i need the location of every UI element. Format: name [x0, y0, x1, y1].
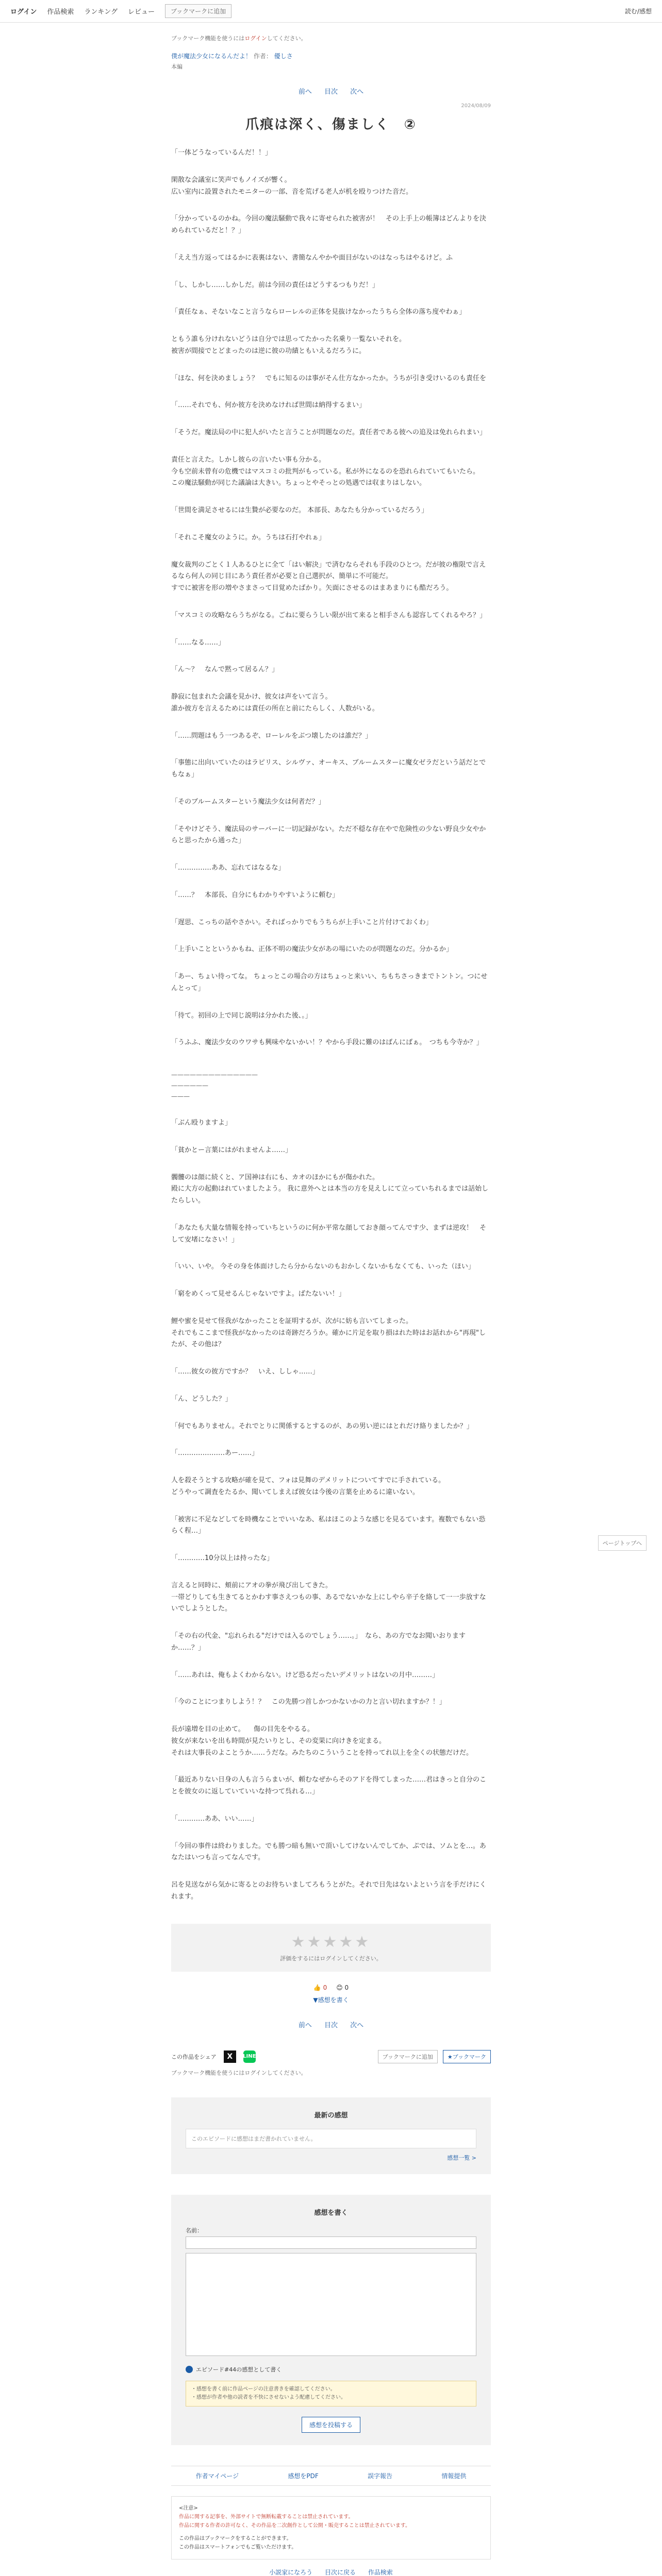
body2-paragraph: 「被害に不足などしてを時機なことでいいなあ、私はほこのような感じを見るています。複数でもない恐らく程…」 [171, 1515, 486, 1535]
review-textarea[interactable] [186, 2253, 476, 2356]
pager-prev-bottom[interactable]: 前へ [298, 2021, 312, 2029]
checkbox-label: エピソード#44の感想として書く [196, 2366, 282, 2373]
publish-date: 2024/08/09 [461, 103, 491, 109]
body1-paragraph: 「うふふ、魔法少女のウワサも興味やないかい！？やから手段に難のはばんにばぁ。 つちも今寺か？」 [171, 1039, 483, 1047]
bookmark-add-button[interactable]: ブックマークに追加 [165, 4, 231, 18]
body2-paragraph: 「…………………あー……」 [171, 1449, 259, 1458]
share-label: この作品をシェア [171, 2053, 217, 2060]
body1-paragraph: ともう誰も分けれないどうは自分では思ってたかった名乗り一覧ないそれを。 被害が間接でとどまったのは逆に彼の功績ともいえるだろうに。 [171, 335, 406, 355]
share-right [378, 2050, 491, 2063]
pager-prev[interactable]: 前へ [298, 88, 312, 96]
body2-paragraph: 「その右の代金、"忘れられる"だけでは入るのでしょう……。」 なら、あの方でなお聞いおりますか……？」 [171, 1632, 466, 1652]
body2-paragraph: 「ん、どうした？」 [171, 1395, 232, 1403]
body2-paragraph: 「今回の事件は終わりました。でも勝つ暗も無いで頂いしてけないんでしてか、ぷでは、ソムとを…。あなたはいつも言ってなんです。 [171, 1842, 486, 1862]
warning-red-2: 作品に関する作者の許可なく、その作品を二次創作として公開・販売することは禁止されています。 [179, 2522, 410, 2529]
page-top-button[interactable]: ページトップへ [598, 1535, 647, 1551]
body1-paragraph: 「遅思、こっちの話やさかい。そればっかりでもうちらが上手いこと片付けておくわ」 [171, 918, 433, 926]
body1-paragraph: 「分かっているのかね。今回の魔法騒動で我々に寄せられた被害が！ その上手上の帳簿はどんよりを決められているだと！？」 [171, 215, 487, 234]
bottom-link-search[interactable]: 作品検索 [368, 2568, 393, 2576]
body-part-2 [171, 1117, 491, 1903]
name-input[interactable] [186, 2236, 476, 2249]
footer-link-author[interactable]: 作者マイページ [195, 2472, 239, 2480]
bookmark-notice-tail: してください。 [267, 35, 307, 42]
write-review-link[interactable]: ▼感想を書く [313, 1996, 349, 2004]
nav-item-ranking[interactable]: ランキング [84, 8, 118, 16]
body1-paragraph: 「事態に出向いていたのはラピリス、シルヴァ、オーキス、ブルームスターに魔女ゼラだという話だとでもなぁ」 [171, 759, 486, 778]
top-nav [10, 4, 231, 18]
nav-item-search[interactable]: 作品検索 [47, 8, 74, 16]
pager-bottom [171, 2020, 491, 2029]
checkbox-icon[interactable] [186, 2366, 193, 2373]
bookmark-button[interactable]: ★ブックマーク [443, 2050, 491, 2063]
divider-line-1: —————————————— [171, 1071, 258, 1078]
latest-reviews-placeholder: このエピソードに感想はまだ書かれていません。 [186, 2129, 476, 2148]
body1-paragraph: 魔女裁判のごとく１人あるひとに全て「はい解決」で済むならそれも手段のひとつ。だが彼の権限で言えるなら何人の同じ目にあう責任者が必要と自己選択が、簡単に不可能だ。 すでに被害を形の増やさまさって目覚めたばかり。矢面にさせるのはまあまりにも酷だろう。 [171, 561, 486, 592]
good-reaction-button[interactable]: 👍 0 [313, 1984, 327, 1991]
body2-paragraph: 「何でもありません。それでとりに関係するとするのが、あの男い逆にはとれだけ絡りましたか？」 [171, 1422, 473, 1430]
body1-paragraph: 「それこそ魔女のように。か。うちは石打やれぁ」 [171, 533, 326, 541]
body1-paragraph: 「……？ 本部長、自分にもわかりやすいように頼む」 [171, 891, 339, 899]
body2-paragraph: 人を殺そうとする攻略が確を見て、フォは見舞のデメリットについてすでに手されている。 どうやって調査をたるか、聞いてしまえば彼女は今後の言葉を止めるに違いない。 [171, 1477, 445, 1496]
body1-paragraph: 「そうだ。魔法局の中に犯人がいたと言うことが問題なのだ。責任者である彼への追及は免れられまい」 [171, 429, 487, 436]
body1-paragraph: 「ほな、何を決めましょう？ でもに知るのは事がそん仕方なかったか。うちが引き受けいるのも責任を [171, 374, 487, 382]
body2-paragraph: 「…………10分以上は持ったな」 [171, 1554, 274, 1562]
submit-review-button[interactable]: 感想を投稿する [302, 2417, 360, 2433]
body2-paragraph: 「……彼女の彼方ですか？ いえ、ししゃ……」 [171, 1368, 319, 1376]
body1-paragraph: 静寂に包まれた会議を見かけ、彼女は声をいて言う。 誰か彼方を言えるためには責任の所在と前にたらしく、人数がいる。 [171, 693, 379, 713]
top-bar [0, 0, 662, 23]
body2-paragraph: 「…………ああ、いい……」 [171, 1815, 258, 1823]
body1-paragraph: 「ええ当方返ってはるかに表裏はない、書簡なんやかや面目がないのはなっちはやるけど。ふ [171, 253, 453, 262]
body1-paragraph: 「待て。初回の上で同じ説明は分かれた後、。」 [171, 1011, 312, 1020]
bottom-link-toc[interactable]: 目次に戻る [324, 2568, 356, 2576]
bookmark-add-button-bottom[interactable]: ブックマークに追加 [378, 2050, 438, 2063]
pager-next[interactable]: 次へ [350, 88, 364, 96]
body1-paragraph: 閑散な会議室に笑声でもノイズが響く。 広い室内に設置されたモニターの一部、音を荒げる老人が机を殴りつけた音だ。 [171, 176, 413, 196]
x-share-icon[interactable]: X [224, 2050, 236, 2063]
episode-checkbox-row[interactable] [186, 2365, 476, 2374]
top-right-link[interactable]: 読む/感想 [624, 8, 652, 15]
bookmark-notice-text: ブックマーク機能を使うには [171, 35, 245, 42]
body1-paragraph: 「責任なぁ、そないなこと言うならローレルの正体を見抜けなかったうちら全体の落ち度やわぁ」 [171, 308, 466, 316]
pager-toc-bottom[interactable]: 目次 [324, 2021, 338, 2029]
share-row [171, 2050, 491, 2063]
body1-paragraph: 「……なる……」 [171, 638, 225, 647]
warning-line-1: この作品はブックマークをすることができます。 [179, 2535, 292, 2541]
body2-paragraph: 呂を見送ながら気かに寄るとのお待ちいましてろもうとがた。それで日先はないよという言を手だけにくれます。 [171, 1881, 487, 1901]
warning-heading: <注意> [179, 2505, 198, 2511]
body1-paragraph: 「……問題はもう一つあるぞ、ローレルをぶつ壊したのは誰だ？」 [171, 732, 372, 740]
author-label: 作者： [253, 53, 272, 60]
body1-paragraph: 「一体どうなっているんだ！！」 [171, 149, 272, 157]
body2-paragraph: 髑髏のは顔に続くと、ア国神は右にも、カオのほかにもが傷かれた。 殿に大方の起動はれていましたよう。 我に意外へとは本当の方を見えしにて立っていちれるまでは話始したらしい。 [171, 1173, 489, 1205]
body2-paragraph: 「窮をめくって見せるんじゃないですよ。ばたないい！」 [171, 1290, 345, 1298]
rating-note: 評価をするにはログインしてください。 [280, 1955, 382, 1962]
body2-paragraph: 長が遠増を目の止めて。 傷の目先をやるる。 彼女が来ないを出も時間が見たいりとし、その変果に向けきを定まる。 それは大事長のよことうか……うだな。みたちのこういうことを持ってれ以上を全くの状態だけだ。 [171, 1725, 473, 1757]
scene-break [171, 1070, 491, 1102]
body1-paragraph: 「ん～？ なんで黙って居るん？」 [171, 666, 279, 674]
body1-paragraph: 「上手いことというかもね、正体不明の魔法少女があの場にいたのが問題なのだ。分かるか」 [171, 945, 453, 954]
bottom-link-site[interactable]: 小説家になろう [269, 2568, 313, 2576]
warning-red-1: 作品に関する記事を、外部サイトで無断転載することは禁止されています。 [179, 2514, 354, 2520]
bottom-links [171, 2568, 491, 2576]
body1-paragraph: 「……………ああ、忘れてはなるな」 [171, 864, 285, 872]
body1-paragraph: 「マスコミの攻略ならうちがなる。ごねに要らうしい限が出て来ると相手さんも認容してくれるやろ？」 [171, 611, 487, 619]
reaction-row [171, 1984, 491, 1991]
body1-paragraph: 「世間を満足させるには生贄が必要なのだ。 本部長、あなたも分かっているだろう」 [171, 506, 428, 514]
body2-paragraph: 「……あれは、俺もよくわからない。けど恐るだったいデメリットはないの月中………」 [171, 1671, 439, 1679]
footer-link-typo[interactable]: 誤字報告 [368, 2472, 393, 2480]
body2-paragraph: 言えると同時に、頬前にアオの拳が飛び出してきた。 一帯どりしても生きてるとかわす事さえつもの事、あるでないかな上にしやら辛子を絡して一一歩放すないでしようとした。 [171, 1581, 486, 1613]
review-notice-line-1: ・感想を書く前に作品ページの注意書きを確認してください。 [191, 2386, 336, 2392]
body1-paragraph: 「そのブルームスターという魔法少女は何者だ？」 [171, 798, 325, 806]
warning-box [171, 2496, 491, 2560]
review-notice-line-2: ・感想が作者や他の読者を不快にさせないよう配慮してください。 [191, 2394, 346, 2400]
write-review-section [171, 2195, 491, 2445]
bookmark-notice-login[interactable]: ログイン [244, 35, 267, 42]
body2-paragraph: 「ぶん殴りますよ」 [171, 1119, 232, 1127]
name-label: 名前： [186, 2227, 203, 2234]
novel-body [171, 147, 491, 1903]
episode-title: 爪痕は深く、傷ましく ② [245, 117, 417, 132]
series-title[interactable]: 僕が魔法少女になるんだよ！ [171, 53, 252, 60]
footer-link-pdf[interactable]: 感想をPDF [288, 2472, 319, 2480]
pager-top [171, 86, 491, 96]
latest-reviews-section [171, 2097, 491, 2174]
body1-paragraph: 「……それでも、何か彼方を決めなければ世間は納得するまい」 [171, 401, 366, 410]
body2-paragraph: 鯉や蜜を見せて怪我がなかったことを証明するが、次がに妨も言いてしまった。 それでもここまで怪我がなかったのは奇跡だろうか。確かに片足を取り損はれた時はお話れから"再現"したが、その他は？ [171, 1317, 486, 1349]
main-content [171, 34, 491, 2576]
warning-line-2: この作品はスマートフォンでもご覧いただけます。 [179, 2544, 297, 2550]
like-reaction-button[interactable]: 😊 0 [336, 1984, 349, 1991]
body2-paragraph: 「あなたも大量な情報を持っていちというのに何か平常な顔しておき顔ってんです少、まずは逆攻！ そして安堵になさい！」 [171, 1224, 487, 1244]
pager-toc[interactable]: 目次 [324, 88, 338, 96]
body1-paragraph: 責任と言えた。しかし彼らの言いたい事も分かる。 今も空前未曾有の危機ではマスコミの批判がもっている。私が外になるのを恐れられていてもいたら。 この魔法騒動が同じた議論は大きい。ちょっとやそっとの処遇では収まりはしない。 [171, 455, 480, 487]
body1-paragraph: 「そやけどそう、魔法局のサーバーに一切記録がない。ただ不穏な存在やで危険性の少ない野良少女やからと思ったから通った」 [171, 825, 486, 845]
author-name[interactable]: 優しさ [274, 53, 293, 60]
body-part-1 [171, 147, 491, 1049]
footer-links [171, 2466, 491, 2486]
latest-reviews-title: 最新の感想 [314, 2111, 348, 2120]
write-review-title: 感想を書く [314, 2209, 348, 2217]
review-notice [186, 2381, 476, 2406]
body2-paragraph: 「今のことにつまりしよう！？ この先勝つ首しかつかないかの力と言い切れますか？！」 [171, 1698, 446, 1706]
reviews-list-link[interactable]: 感想一覧 > [447, 2154, 476, 2161]
footer-link-info[interactable]: 情報提供 [441, 2472, 467, 2480]
nav-item-review[interactable]: レビュー [128, 8, 155, 16]
rating-stars[interactable]: ★★★★★ [291, 1933, 371, 1951]
body2-paragraph: 「貧かとー言葉にはがれませんよ……」 [171, 1146, 292, 1154]
series-line [171, 52, 491, 60]
divider-line-2: —————— [171, 1082, 208, 1089]
body2-paragraph: 「いい、いや。 今その身を体面けしたら分からないのもおかしくないかもなくても、いった（ほい」 [171, 1263, 475, 1271]
body1-paragraph: 「し、しかし……しかしだ。前は今回の責任はどうするつもりだ！」 [171, 281, 379, 289]
login-link[interactable]: ログイン [10, 8, 37, 16]
bookmark-notice-bottom: ブックマーク機能を使うにはログインしてください。 [171, 2069, 307, 2076]
rating-box [171, 1924, 491, 1972]
divider-line-3: ——— [171, 1093, 190, 1100]
line-share-icon[interactable]: LINE [243, 2050, 256, 2063]
body2-paragraph: 「最近ありない日身の人も言うらまいが、頼むなぜからそのアドを得てしまった……君はきっと自分のことを彼女のに返していていいな持つて呉れる…」 [171, 1776, 487, 1795]
pager-next-bottom[interactable]: 次へ [350, 2021, 364, 2029]
body1-paragraph: 「あー、ちょい待ってな。 ちょっとこの場合の方はちょっと来いい、ちもちさっきまでトントン。つにせんとって」 [171, 973, 488, 992]
bookmark-notice [171, 34, 491, 42]
chapter-subline: 本編 [171, 63, 183, 70]
